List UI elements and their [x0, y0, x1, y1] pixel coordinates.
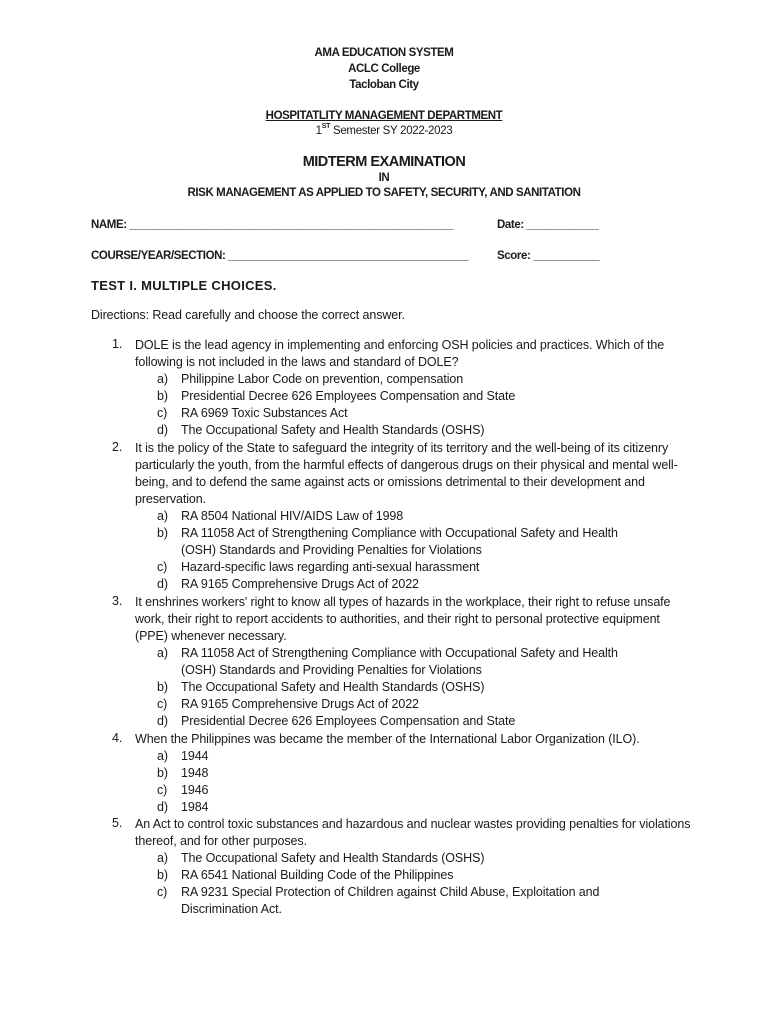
- question-text: An Act to control toxic substances and hazardous and nuclear wastes providing penalties for violations thereof, and for other purposes.: [135, 817, 691, 848]
- option-letter: a): [157, 646, 168, 660]
- school-name: AMA EDUCATION SYSTEM: [314, 47, 454, 59]
- option-letter: a): [157, 509, 168, 523]
- option-letter: a): [157, 372, 168, 386]
- semester-line: [0, 124, 768, 137]
- option-text: RA 9165 Comprehensive Drugs Act of 2022: [181, 697, 419, 711]
- option-text: The Occupational Safety and Health Standards (OSHS): [181, 680, 485, 694]
- course-field[interactable]: COURSE/YEAR/SECTION: ________________________________________: [91, 250, 469, 262]
- option-text: RA 6541 National Building Code of the Philippines: [181, 868, 454, 882]
- option-letter: b): [157, 680, 168, 694]
- test-title: TEST I. MULTIPLE CHOICES.: [91, 278, 277, 293]
- option-text: Presidential Decree 626 Employees Compensation and State: [181, 714, 516, 728]
- option-text: 1946: [181, 783, 209, 797]
- city-name: Tacloban City: [349, 79, 419, 91]
- semester-suffix: ST: [321, 123, 331, 130]
- exam-in: IN: [378, 172, 390, 184]
- option-letter: d): [157, 800, 168, 814]
- option-text: 1944: [181, 749, 209, 763]
- question-text: DOLE is the lead agency in implementing and enforcing OSH policies and practices. Which of the following is not included in the laws and standard of DOLE?: [135, 338, 665, 369]
- question-number: 3.: [112, 594, 123, 608]
- option-text: RA 11058 Act of Strengthening Compliance with Occupational Safety and Health (OSH) Standards and Providing Penalties for Violations: [181, 646, 618, 677]
- question-text: When the Philippines was became the member of the International Labor Organization (ILO).: [135, 732, 640, 746]
- option-letter: c): [157, 783, 168, 797]
- college-name: ACLC College: [348, 63, 420, 75]
- option-text: RA 9231 Special Protection of Children against Child Abuse, Exploitation and Discrimination Act.: [181, 885, 600, 916]
- semester-text: Semester SY 2022-2023: [330, 124, 453, 137]
- option-letter: d): [157, 423, 168, 437]
- date-field[interactable]: Date: ____________: [497, 219, 599, 231]
- option-letter: c): [157, 406, 168, 420]
- exam-title: MIDTERM EXAMINATION: [302, 154, 466, 170]
- option-letter: b): [157, 526, 168, 540]
- option-letter: a): [157, 749, 168, 763]
- question-text: It is the policy of the State to safeguard the integrity of its territory and the well-being of its citizenry particularly the youth, from the harmful effects of dangerous drugs on their physical and mental well-being, and to defend the same against acts or omissions detrimental to their development and preservation.: [135, 441, 678, 506]
- question-number: 2.: [112, 440, 123, 454]
- option-letter: c): [157, 560, 168, 574]
- department-name: HOSPITATLITY MANAGEMENT DEPARTMENT: [265, 110, 503, 122]
- option-letter: d): [157, 577, 168, 591]
- option-letter: d): [157, 714, 168, 728]
- question-number: 1.: [112, 337, 123, 351]
- name-field[interactable]: NAME: ______________________________________________________: [91, 219, 454, 231]
- option-text: The Occupational Safety and Health Standards (OSHS): [181, 851, 485, 865]
- option-text: The Occupational Safety and Health Standards (OSHS): [181, 423, 485, 437]
- option-text: RA 6969 Toxic Substances Act: [181, 406, 348, 420]
- option-letter: b): [157, 868, 168, 882]
- exam-subject: RISK MANAGEMENT AS APPLIED TO SAFETY, SECURITY, AND SANITATION: [187, 187, 581, 199]
- score-field[interactable]: Score: ___________: [497, 250, 600, 262]
- semester-number: 1: [315, 124, 322, 137]
- question-number: 4.: [112, 731, 123, 745]
- option-text: RA 11058 Act of Strengthening Compliance with Occupational Safety and Health (OSH) Standards and Providing Penalties for Violations: [181, 526, 618, 557]
- question-text: It enshrines workers' right to know all types of hazards in the workplace, their right to refuse unsafe work, their right to report accidents to authorities, and their right to personal protective equipment (PPE) whenever necessary.: [135, 595, 671, 643]
- option-letter: b): [157, 389, 168, 403]
- option-letter: c): [157, 697, 168, 711]
- option-letter: c): [157, 885, 168, 899]
- option-text: RA 9165 Comprehensive Drugs Act of 2022: [181, 577, 419, 591]
- option-text: 1984: [181, 800, 209, 814]
- option-letter: b): [157, 766, 168, 780]
- question-number: 5.: [112, 816, 123, 830]
- option-text: Hazard-specific laws regarding anti-sexual harassment: [181, 560, 480, 574]
- option-text: 1948: [181, 766, 209, 780]
- option-text: RA 8504 National HIV/AIDS Law of 1998: [181, 509, 404, 523]
- option-letter: a): [157, 851, 168, 865]
- option-text: Philippine Labor Code on prevention, compensation: [181, 372, 464, 386]
- option-text: Presidential Decree 626 Employees Compensation and State: [181, 389, 516, 403]
- directions: Directions: Read carefully and choose the correct answer.: [91, 308, 405, 322]
